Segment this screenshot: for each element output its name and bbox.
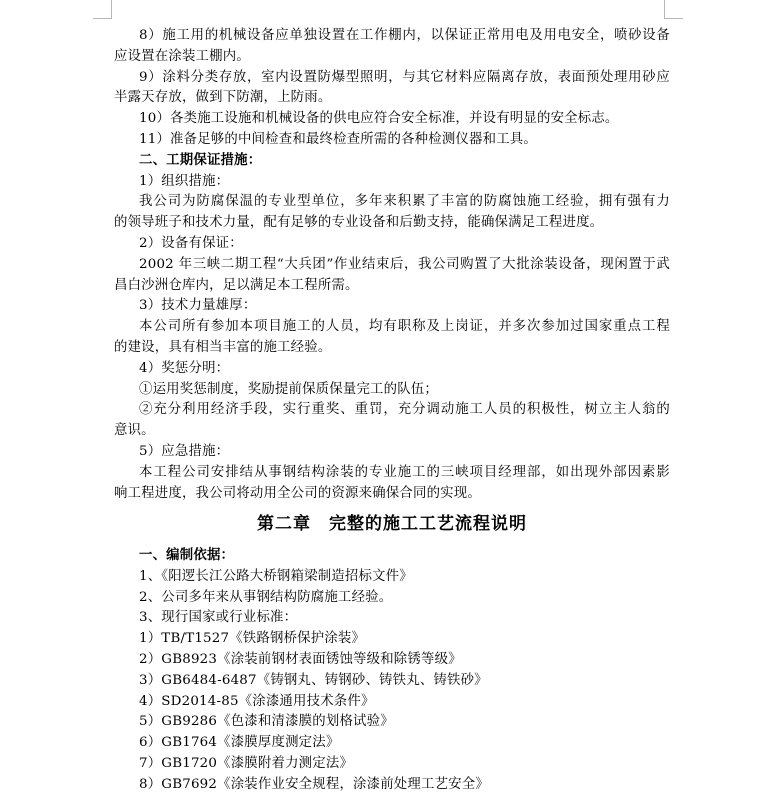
paragraph-line: 意识。 xyxy=(114,423,155,439)
paragraph-line: 7）GB1720《漆膜附着力测定法》 xyxy=(139,756,354,771)
paragraph-line: 6）GB1764《漆膜厚度测定法》 xyxy=(139,735,340,751)
paragraph-line: 本公司所有参加本项目施工的人员，均有职称及上岗证，并多次参加过国家重点工程 xyxy=(139,319,670,335)
paragraph-line: 的领导班子和技术力量，配有足够的专业设备和后勤支持，能确保满足工程进度。 xyxy=(114,215,604,231)
paragraph-line: 9）涂料分类存放，室内设置防爆型照明，与其它材料应隔离存放，表面预处理用砂应 xyxy=(139,69,670,85)
paragraph-line: ②充分利用经济手段，实行重奖、重罚，充分调动施工人员的积极性，树立主人翁的 xyxy=(139,402,670,418)
paragraph-line: 我公司为防腐保温的专业型单位，多年来积累了丰富的防腐蚀施工经验，拥有强有力 xyxy=(139,194,670,210)
paragraph-line: 响工程进度，我公司将动用全公司的资源来确保合同的实现。 xyxy=(114,485,481,501)
paragraph-line: 4）奖惩分明： xyxy=(139,360,230,376)
paragraph-line: 半露天存放，做到下防潮，上防雨。 xyxy=(114,90,332,106)
paragraph-line: 5）GB9286《色漆和清漆膜的划格试验》 xyxy=(139,714,394,730)
crop-mark-top-right xyxy=(664,0,683,19)
paragraph-line: 10）各类施工设施和机械设备的供电应符合安全标准，并设有明显的安全标志。 xyxy=(139,111,619,127)
paragraph-line: 1）组织措施： xyxy=(139,173,230,189)
paragraph-line: 2）GB8923《涂装前钢材表面锈蚀等级和除锈等级》 xyxy=(139,652,462,667)
paragraph-line: 2002 年三峡二期工程“大兵团”作业结束后，我公司购置了大批涂装设备，现闲置于武 xyxy=(139,256,670,272)
paragraph-line: 2、公司多年来从事钢结构防腐施工经验。 xyxy=(139,589,393,605)
paragraph-line: 2）设备有保证： xyxy=(139,236,243,251)
paragraph-line: 5）应急措施： xyxy=(139,444,230,459)
crop-mark-top-left xyxy=(93,0,112,19)
paragraph-line: 3）技术力量雄厚： xyxy=(139,298,257,314)
paragraph-line: 本工程公司安排结从事钢结构涂装的专业施工的三峡项目经理部，如出现外部因素影 xyxy=(139,464,670,480)
paragraph-line: 3、现行国家或行业标准： xyxy=(139,610,298,626)
section-heading: 二、工期保证措施： xyxy=(139,151,262,168)
paragraph-line: 4）SD2014-85《涂漆通用技术条件》 xyxy=(139,693,375,709)
paragraph-line: 1）TB/T1527《铁路钢桥保护涂装》 xyxy=(139,631,366,647)
chapter-title: 第二章 完整的施工工艺流程说明 xyxy=(257,514,527,534)
section-heading: 一、编制依据： xyxy=(139,547,235,563)
paragraph-line: 8）GB7692《涂装作业安全规程，涂漆前处理工艺安全》 xyxy=(139,776,489,792)
paragraph-line: 8）施工用的机械设备应单独设置在工作棚内，以保证正常用电及用电安全，喷砂设备 xyxy=(139,28,670,43)
paragraph-line: 1、《阳逻长江公路大桥钢箱梁制造招标文件》 xyxy=(139,568,413,584)
paragraph-line: 应设置在涂装工棚内。 xyxy=(114,48,250,64)
paragraph-line: 昌白沙洲仓库内，足以满足本工程所需。 xyxy=(114,277,359,293)
paragraph-line: 11）准备足够的中间检查和最终检查所需的各种检测仪器和工具。 xyxy=(139,132,537,147)
paragraph-line: 3）GB6484-6487《铸钢丸、铸钢砂、铸铁丸、铸铁砂》 xyxy=(139,672,488,688)
paragraph-line: ①运用奖惩制度，奖励提前保质保量完工的队伍； xyxy=(139,381,438,397)
paragraph-line: 的建设，具有相当丰富的施工经验。 xyxy=(114,340,332,355)
